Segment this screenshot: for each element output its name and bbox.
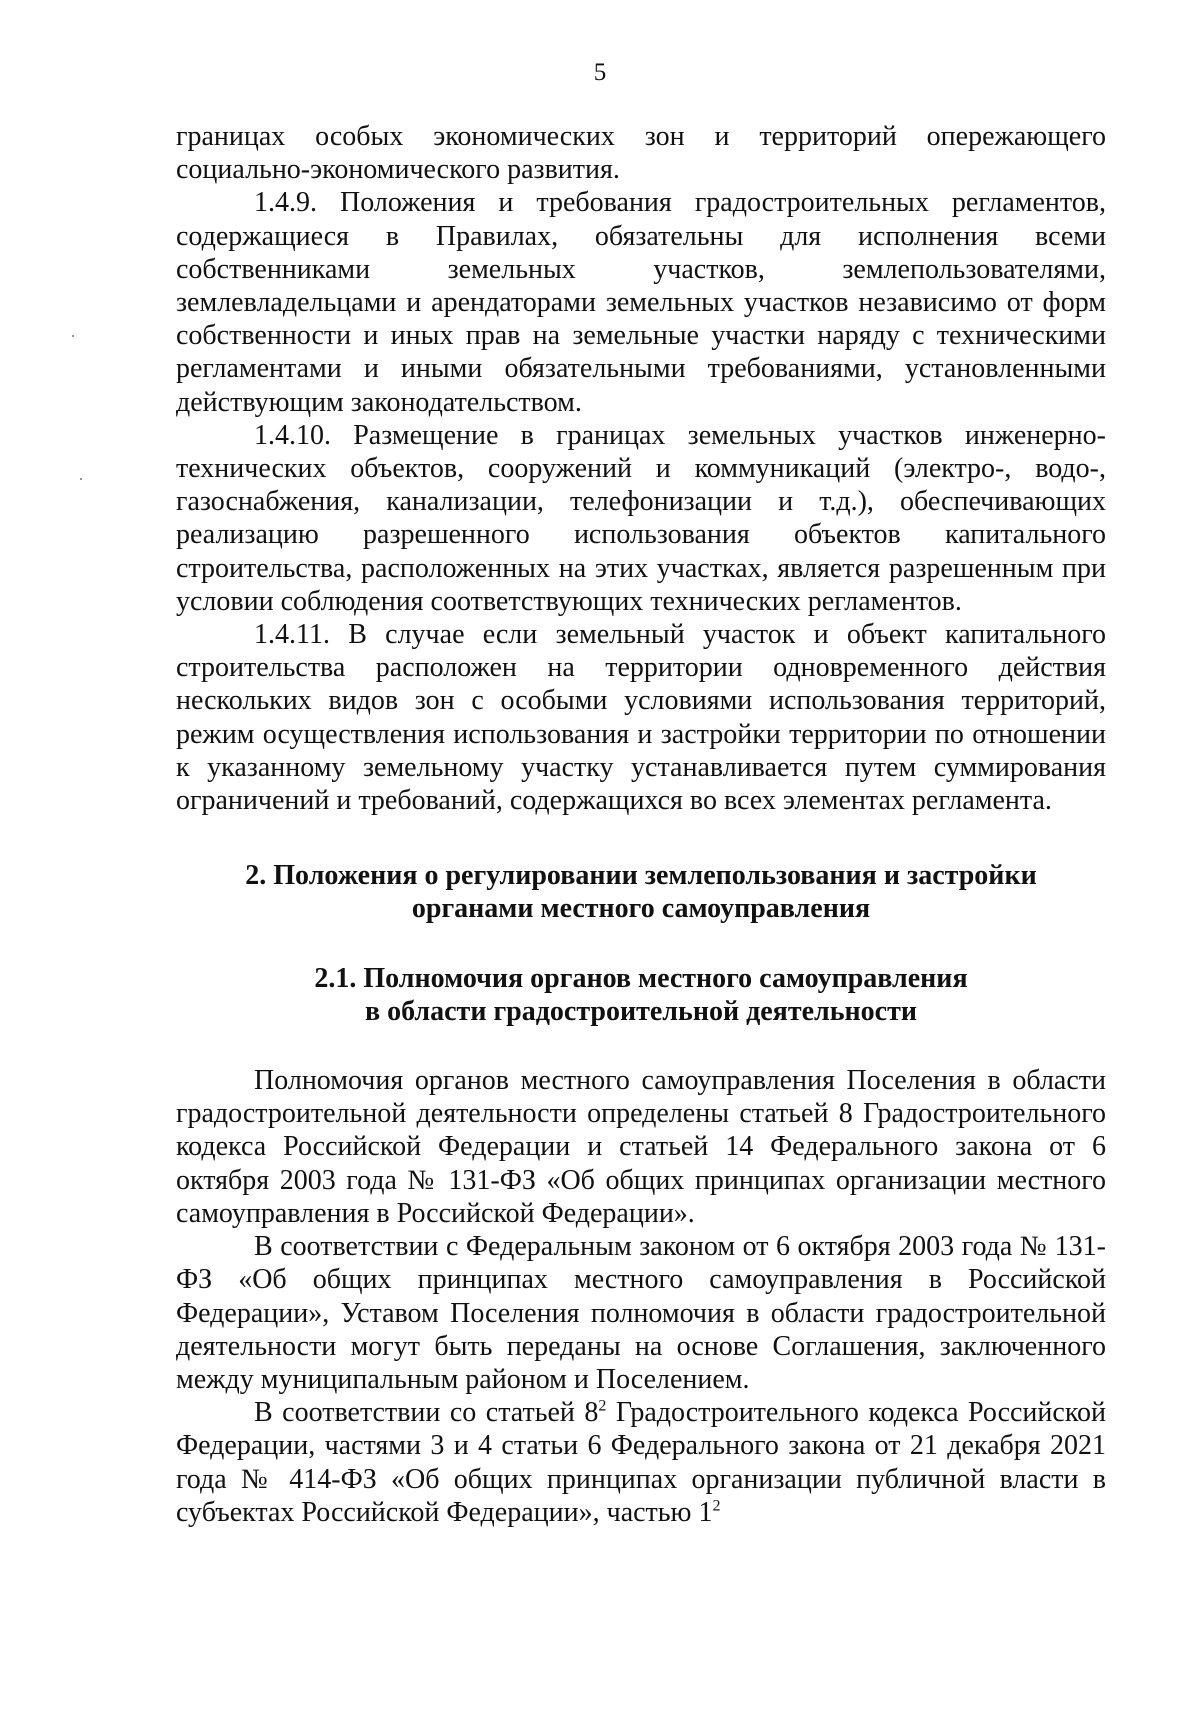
superscript-2: 2 [598, 1397, 607, 1415]
paragraph-1-4-11: 1.4.11. В случае если земельный участок и объект капитального строительства расположен на территории одновременного действия нескольких видов зон с особыми условиями использования территорий, режим осуществления использования и застройки территории по отношении к указанному земельному участку устанавливается путем суммирования ограничений и требований, содержащихся во всех элементах регламента. [176, 619, 1106, 817]
page-number: 5 [593, 59, 607, 86]
paragraph-article-8-2 [176, 1396, 1106, 1529]
section-2-heading-line1: 2. Положения о регулировании землепользования и застройки [245, 860, 1037, 892]
scan-speck [72, 335, 74, 337]
paragraph-federal-law: В соответствии с Федеральным законом от 6 октября 2003 года № 131-ФЗ «Об общих принципах местного самоуправления в Российской Федерации», Уставом Поселения полномочия в области градостроительной деятельности могут быть переданы на основе Соглашения, заключенного между муниципальным районом и Поселением. [176, 1231, 1106, 1395]
section-2-1-heading-line2: в области градостроительной деятельности [365, 995, 917, 1027]
document-body [176, 120, 1106, 1529]
section-2-1-heading [176, 962, 1106, 1028]
superscript-2: 2 [712, 1497, 721, 1515]
section-2-heading [176, 859, 1106, 925]
paragraph-1-4-10: 1.4.10. Размещение в границах земельных участков инженерно-технических объектов, сооружений и коммуникаций (электро-, водо-, газоснабжения, канализации, телефонизации и т.д.), обеспечивающих реализацию разрешенного использования объектов капитального строительства, расположенных на этих участках, является разрешенным при условии соблюдения соответствующих технических регламентов. [176, 419, 1106, 617]
paragraph-powers: Полномочия органов местного самоуправления Поселения в области градостроительной деятельности определены статьей 8 Градостроительного кодекса Российской Федерации и статьей 14 Федерального закона от 6 октября 2003 года № 131-ФЗ «Об общих принципах организации местного самоуправления в Российской Федерации». [176, 1065, 1106, 1229]
scan-speck [80, 478, 82, 480]
paragraph-continuation: границах особых экономических зон и территорий опережающего социально-экономического развития. [176, 121, 1106, 186]
section-2-heading-line2: органами местного самоуправления [411, 893, 871, 925]
section-2-1-heading-line1: 2.1. Полномочия органов местного самоуправления [314, 962, 968, 994]
paragraph-article-8-2-part1: В соответствии со статьей 8 [254, 1397, 599, 1429]
paragraph-1-4-9: 1.4.9. Положения и требования градостроительных регламентов, содержащиеся в Правилах, обязательны для исполнения всеми собственниками земельных участков, землепользователями, землевладельцами и арендаторами земельных участков независимо от форм собственности и иных прав на земельные участки наряду с техническими регламентами и иными обязательными требованиями, установленными действующим законодательством. [176, 187, 1106, 418]
paragraph-article-8-2-part2: Градостроительного кодекса Российской Федерации, частями 3 и 4 статьи 6 Федерального закона от 21 декабря 2021 года № 414-ФЗ «Об общих принципах организации публичной власти в субъектах Российской Федерации», частью 1 [176, 1397, 1106, 1528]
